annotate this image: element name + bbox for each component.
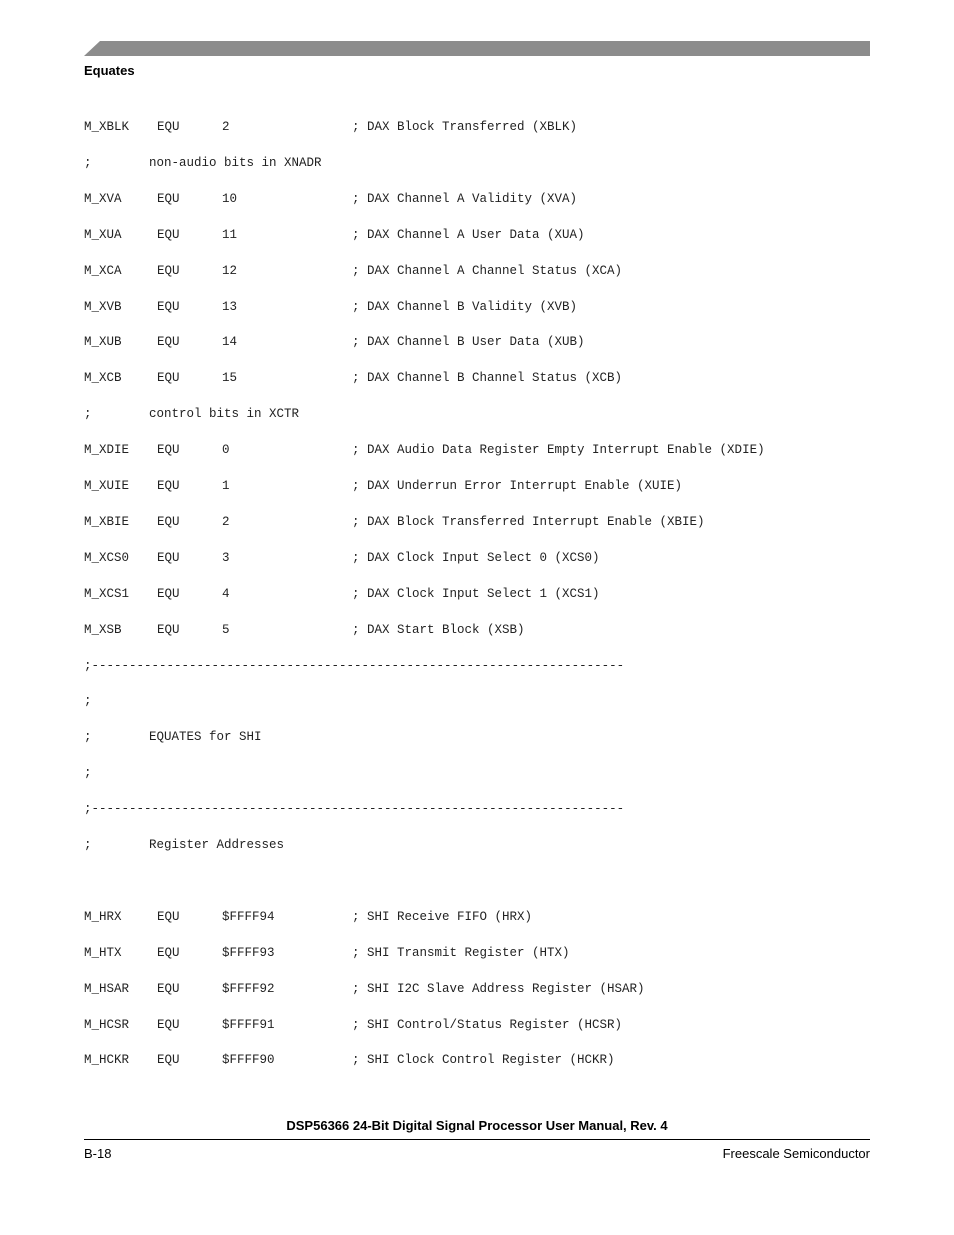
company-name: Freescale Semiconductor [722, 1146, 870, 1161]
equate-value: $FFFF92 [222, 982, 275, 996]
section-title: Equates [84, 63, 135, 78]
equate-directive: EQU [157, 479, 180, 493]
equate-name: M_XCA [84, 264, 122, 278]
equate-comment: ; DAX Channel A Channel Status (XCA) [352, 264, 623, 278]
equate-name: M_XSB [84, 623, 122, 637]
page-number: B-18 [84, 1146, 112, 1161]
equate-value: 13 [222, 300, 238, 314]
equate-name: M_XCS0 [84, 551, 130, 565]
comment-marker: ; [84, 156, 92, 170]
equate-name: M_XBLK [84, 120, 130, 134]
equate-value: 15 [222, 371, 238, 385]
equate-comment: ; DAX Block Transferred Interrupt Enable (XBIE) [352, 515, 705, 529]
equate-directive: EQU [157, 228, 180, 242]
footer-rule [84, 1139, 870, 1140]
equate-comment: ; SHI Clock Control Register (HCKR) [352, 1053, 615, 1067]
equate-comment: ; DAX Channel B Validity (XVB) [352, 300, 578, 314]
equate-value: 5 [222, 623, 230, 637]
equate-comment: ; SHI Transmit Register (HTX) [352, 946, 570, 960]
equate-directive: EQU [157, 623, 180, 637]
equate-name: M_HRX [84, 910, 122, 924]
equate-comment: ; DAX Clock Input Select 0 (XCS0) [352, 551, 600, 565]
comment-marker: ; [84, 766, 92, 780]
equate-comment: ; DAX Channel B User Data (XUB) [352, 335, 585, 349]
equate-value: $FFFF91 [222, 1018, 275, 1032]
equate-directive: EQU [157, 1053, 180, 1067]
equate-comment: ; DAX Channel A User Data (XUA) [352, 228, 585, 242]
equate-comment: ; DAX Channel B Channel Status (XCB) [352, 371, 623, 385]
equate-comment: ; DAX Clock Input Select 1 (XCS1) [352, 587, 600, 601]
comment-text: non-audio bits in XNADR [149, 156, 322, 170]
equate-name: M_XUIE [84, 479, 130, 493]
comment-marker: ; [84, 407, 92, 421]
comment-rule: ;----------------------------------------------------------------------- [84, 802, 625, 816]
equate-directive: EQU [157, 515, 180, 529]
header-bar [84, 41, 870, 56]
equate-value: 4 [222, 587, 230, 601]
comment-marker: ; [84, 838, 92, 852]
equate-value: 1 [222, 479, 230, 493]
equate-directive: EQU [157, 443, 180, 457]
equate-comment: ; SHI I2C Slave Address Register (HSAR) [352, 982, 645, 996]
equate-directive: EQU [157, 946, 180, 960]
equate-name: M_HCSR [84, 1018, 130, 1032]
equate-directive: EQU [157, 1018, 180, 1032]
equate-value: 3 [222, 551, 230, 565]
equate-name: M_XUB [84, 335, 122, 349]
equate-comment: ; DAX Underrun Error Interrupt Enable (XUIE) [352, 479, 683, 493]
equate-name: M_XVA [84, 192, 122, 206]
equate-directive: EQU [157, 300, 180, 314]
comment-text: EQUATES for SHI [149, 730, 262, 744]
equate-directive: EQU [157, 587, 180, 601]
equate-name: M_HCKR [84, 1053, 130, 1067]
equate-directive: EQU [157, 551, 180, 565]
equate-value: 2 [222, 120, 230, 134]
equate-comment: ; DAX Block Transferred (XBLK) [352, 120, 578, 134]
equate-directive: EQU [157, 371, 180, 385]
equate-value: 11 [222, 228, 238, 242]
equate-value: 0 [222, 443, 230, 457]
equate-directive: EQU [157, 120, 180, 134]
equate-name: M_XUA [84, 228, 122, 242]
equate-name: M_XBIE [84, 515, 130, 529]
equate-value: 12 [222, 264, 238, 278]
equate-directive: EQU [157, 982, 180, 996]
equate-directive: EQU [157, 192, 180, 206]
equate-value: 14 [222, 335, 238, 349]
equate-name: M_HTX [84, 946, 122, 960]
equate-directive: EQU [157, 910, 180, 924]
footer-title: DSP56366 24-Bit Digital Signal Processor User Manual, Rev. 4 [286, 1118, 668, 1133]
equate-value: 2 [222, 515, 230, 529]
equate-value: 10 [222, 192, 238, 206]
equate-name: M_XCS1 [84, 587, 130, 601]
comment-marker: ; [84, 694, 92, 708]
equate-comment: ; DAX Start Block (XSB) [352, 623, 525, 637]
equate-comment: ; SHI Receive FIFO (HRX) [352, 910, 533, 924]
equate-comment: ; DAX Channel A Validity (XVA) [352, 192, 578, 206]
equate-directive: EQU [157, 335, 180, 349]
equate-comment: ; DAX Audio Data Register Empty Interrupt Enable (XDIE) [352, 443, 765, 457]
equate-name: M_HSAR [84, 982, 130, 996]
comment-text: Register Addresses [149, 838, 285, 852]
equate-value: $FFFF94 [222, 910, 275, 924]
equate-value: $FFFF93 [222, 946, 275, 960]
equate-name: M_XDIE [84, 443, 130, 457]
equate-directive: EQU [157, 264, 180, 278]
equate-name: M_XCB [84, 371, 122, 385]
comment-text: control bits in XCTR [149, 407, 300, 421]
comment-marker: ; [84, 730, 92, 744]
equate-comment: ; SHI Control/Status Register (HCSR) [352, 1018, 623, 1032]
equate-value: $FFFF90 [222, 1053, 275, 1067]
comment-rule: ;----------------------------------------------------------------------- [84, 659, 625, 673]
equate-name: M_XVB [84, 300, 122, 314]
